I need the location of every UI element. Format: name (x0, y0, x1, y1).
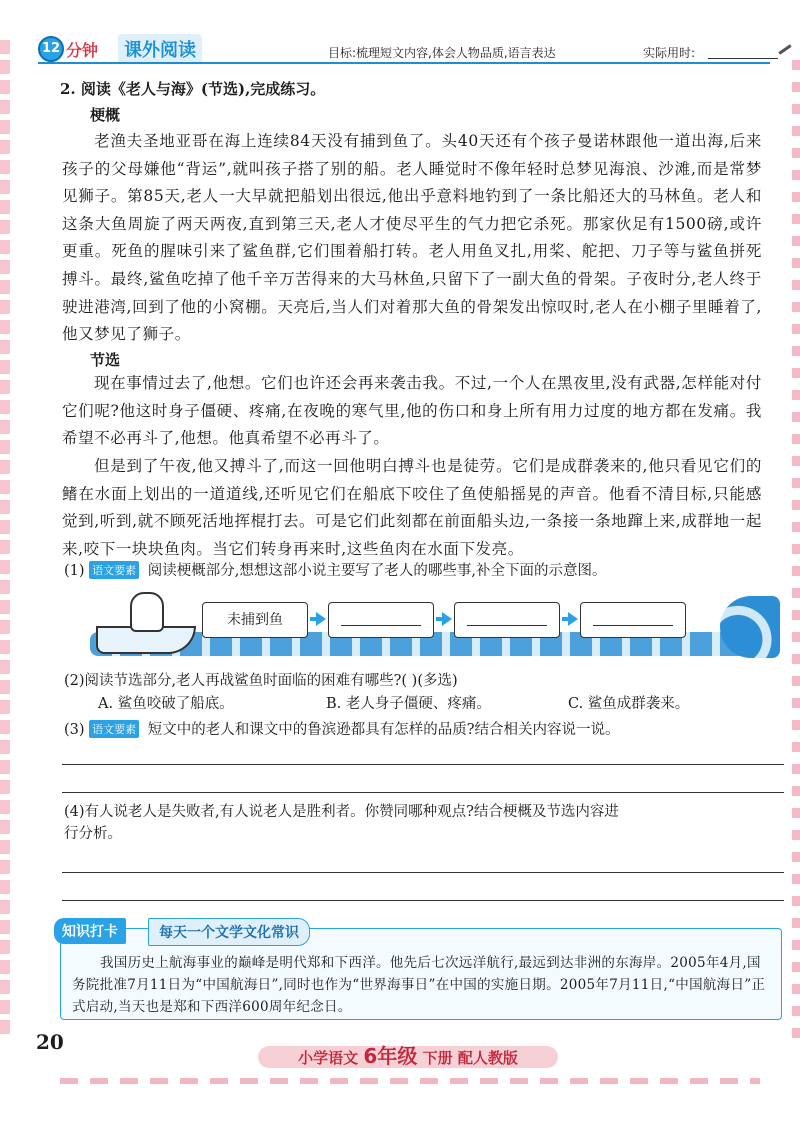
wave-crest-illustration (720, 596, 780, 658)
arrow-right-icon (442, 612, 452, 626)
minutes-label: 分钟 (66, 41, 99, 60)
sub-question-3 (64, 719, 620, 741)
flow-box-4-blank[interactable] (593, 625, 673, 626)
flow-box-3[interactable] (454, 602, 560, 638)
flow-box-4[interactable] (580, 602, 686, 638)
sub1-text: 阅读梗概部分,想想这部小说主要写了老人的哪些事,补全下面的示意图。 (147, 563, 607, 579)
option-c[interactable]: C. 鲨鱼成群袭来。 (568, 696, 690, 712)
flow-box-2-blank[interactable] (341, 625, 421, 626)
sub4-line-2: 行分析。 (64, 826, 122, 842)
summary-paragraph: 老渔夫圣地亚哥在海上连续84天没有捕到鱼了。头40天还有个孩子曼诺林跟他一道出海,后来孩子的父母嫌他“背运”,就叫孩子搭了别的船。老人睡觉时不像年轻时总梦见海浪、沙滩,而是常梦见狮子。第85天,老人一大早就把船划出很远,他出乎意料地钓到了一条比船还大的马林鱼。老人和这条大鱼周旋了两天两夜,直到第三天,老人才使尽平生的气力把它杀死。那家伙足有1500磅,或许更重。死鱼的腥味引来了鲨鱼群,它们围着船打转。老人用鱼叉扎,用桨、舵把、刀子等与鲨鱼拼死搏斗。最终,鲨鱼吃掉了他千辛万苦得来的大马林鱼,只留下了一副大鱼的骨架。子夜时分,老人终于驶进港湾,回到了他的小窝棚。天亮后,当人们对着那大鱼的骨架发出惊叹时,老人在小棚子里睡着了,他又梦见了狮子。 (62, 132, 762, 344)
header-divider (38, 62, 770, 64)
flow-box-1-label: 未捕到鱼 (227, 612, 283, 628)
sub3-tag: 语文要素 (89, 720, 139, 738)
knowledge-title: 每天一个文学文化常识 (148, 918, 310, 946)
sub1-tag: 语文要素 (89, 561, 139, 579)
minutes-badge: 12 (38, 36, 64, 62)
sub3-number: (3) (64, 722, 85, 738)
excerpt-paragraph-2: 但是到了午夜,他又搏斗了,而这一回他明白搏斗也是徒劳。它们是成群袭来的,他只看见它们的鳍在水面上划出的一道道线,还听见它们在船底下咬住了鱼使船摇晃的声音。他看不清目标,只能感觉到,听到,就不顾死活地挥棍打去。可是它们此刻都在前面船头边,一条接一条地蹿上来,成群地一起来,咬下一块块鱼肉。当它们转身再来时,这些鱼肉在水面下发亮。 (62, 457, 762, 558)
question-title: 2. 阅读《老人与海》(节选),完成练习。 (60, 80, 326, 98)
excerpt-heading: 节选 (90, 351, 121, 369)
page-number: 20 (36, 1030, 64, 1054)
footer-volume: 下册 (422, 1049, 453, 1067)
footer-grade: 6年级 (363, 1044, 418, 1068)
answer-line[interactable] (62, 900, 784, 901)
sub-question-4 (64, 801, 784, 845)
time-input-line[interactable] (708, 58, 778, 59)
flow-box-2[interactable] (328, 602, 434, 638)
left-decorative-edge (0, 40, 10, 1040)
answer-line[interactable] (62, 872, 784, 873)
excerpt-paragraph-1: 现在事情过去了,他想。它们也许还会再来袭击我。不过,一个人在黑夜里,没有武器,怎样能对付它们呢?他这时身子僵硬、疼痛,在夜晚的寒气里,他的伤口和身上所有用力过度的地方都在发痛。我希望不必再斗了,他想。他真希望不必再斗了。 (62, 374, 762, 448)
footer-text (258, 1040, 558, 1069)
arrow-right-icon (568, 612, 578, 626)
page-header (38, 34, 778, 68)
sub1-number: (1) (64, 563, 85, 579)
footer-subject: 小学语文 (298, 1049, 359, 1067)
sub-question-1 (64, 560, 606, 582)
flow-box-3-blank[interactable] (467, 625, 547, 626)
answer-line[interactable] (62, 764, 784, 765)
pencil-icon (778, 44, 791, 54)
time-label: 实际用时: (643, 46, 696, 60)
right-decorative-edge (792, 60, 800, 1040)
option-a[interactable]: A. 鲨鱼咬破了船底。 (98, 696, 234, 712)
footer-edition: 配人教版 (457, 1049, 518, 1067)
target-text: 目标:梳理短文内容,体会人物品质,语言表达 (328, 46, 556, 60)
summary-heading: 梗概 (90, 106, 121, 124)
old-man-illustration (130, 592, 164, 632)
bottom-decorative-dashes (60, 1078, 760, 1084)
sub4-line-1: (4)有人说老人是失败者,有人说老人是胜利者。你赞同哪种观点?结合梗概及节选内容进 (64, 804, 619, 820)
arrow-right-icon (316, 612, 326, 626)
knowledge-tag: 知识打卡 (54, 918, 126, 944)
sub-question-2: (2)阅读节选部分,老人再战鲨鱼时面临的困难有哪些?( )(多选) (64, 673, 458, 689)
flow-box-1 (202, 602, 308, 638)
story-flow-diagram (90, 590, 780, 665)
sub3-text: 短文中的老人和课文中的鲁滨逊都具有怎样的品质?结合相关内容说一说。 (147, 722, 620, 738)
section-label: 课外阅读 (118, 34, 202, 64)
knowledge-text: 我国历史上航海事业的巅峰是明代郑和下西洋。他先后七次远洋航行,最远到达非洲的东海岸。2005年4月,国务院批准7月11日为“中国航海日”,同时也作为“世界海事日”在中国的实施日期。2005年7月11日,“中国航海日”正式启动,当天也是郑和下西洋600周年纪念日。 (72, 955, 766, 1015)
option-b[interactable]: B. 老人身子僵硬、疼痛。 (326, 696, 491, 712)
answer-line[interactable] (62, 792, 784, 793)
